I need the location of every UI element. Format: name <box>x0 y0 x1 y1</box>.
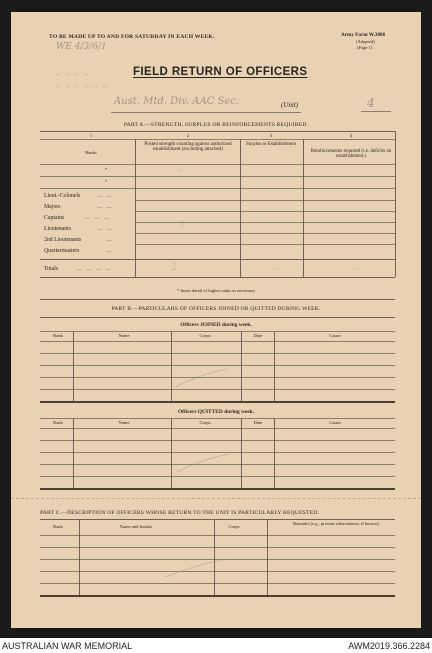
quitted-divider <box>73 418 74 488</box>
col-number-3: 3 <box>269 133 273 138</box>
part-c-heading: PART C.—DESCRIPTION OF OFFICERS WHOSE RETURN TO THE UNIT IS PARTICULARLY REQUESTED. <box>40 510 320 516</box>
faint-pencil-dash: — <box>353 264 361 273</box>
handwritten-unit: Aust. Mtd. Div. AAC Sec. <box>114 96 240 107</box>
joined-col-date: Date <box>253 333 263 338</box>
col-number-1: 1 <box>89 133 93 138</box>
part-a-bottom-rule <box>40 277 395 278</box>
quitted-bottom-rule <box>40 488 395 490</box>
part-c-divider <box>79 519 80 595</box>
faint-pencil-mark-2: ~ ~ ~ ~ ~ ~ <box>55 82 108 91</box>
quitted-title-rule <box>40 418 395 419</box>
joined-divider <box>274 331 275 401</box>
col-divider-2 <box>240 139 241 277</box>
form-page: (Page 1) <box>357 45 373 50</box>
instruction-text: TO BE MADE UP TO AND FOR SATURDAY IN EACH WEEK. <box>49 34 215 40</box>
part-a-top-rule <box>40 131 395 132</box>
quitted-divider <box>171 418 172 488</box>
part-b-top-rule <box>40 299 395 300</box>
part-c-col-corps: Corps <box>228 524 240 529</box>
faint-pencil-mark-3: ~ <box>176 166 183 175</box>
faint-pencil-total: 2 <box>171 262 178 273</box>
joined-col-rank: Rank <box>53 333 63 338</box>
joined-divider <box>241 331 242 401</box>
col-divider-3 <box>303 139 304 277</box>
rank-lieutenants: Lieutenants <box>44 226 72 232</box>
unit-label: (Unit) <box>281 101 299 109</box>
number-line <box>361 111 391 112</box>
col-number-4: 4 <box>349 133 353 138</box>
leader-dots: — — <box>97 226 114 231</box>
quitted-col-name: Name <box>118 420 130 425</box>
col-header-posted: Posted strength counting against authorized establishment (excluding attached) <box>144 142 232 153</box>
archive-name: AUSTRALIAN WAR MEMORIAL <box>2 641 133 651</box>
archive-accession-number: AWM2019.366.2284 <box>348 641 430 651</box>
row-rule <box>40 176 395 177</box>
form-title: FIELD RETURN OF OFFICERS <box>133 66 308 78</box>
handwritten-number: 4 <box>367 96 375 110</box>
leader-dots: — <box>107 237 112 242</box>
archive-footer <box>0 638 432 653</box>
quitted-col-corps: Corps <box>199 420 211 425</box>
joined-title-rule <box>40 331 395 332</box>
col-number-2: 2 <box>186 133 190 138</box>
quitted-divider <box>274 418 275 488</box>
part-c-row-rule <box>40 535 395 536</box>
quitted-row-rule <box>40 440 395 441</box>
rank-captains: Captains <box>44 215 65 221</box>
form-sheet <box>11 12 421 628</box>
joined-row-rule <box>40 389 395 390</box>
col-header-ranks: Ranks <box>85 150 97 155</box>
part-b-heading: PART B.—PARTICULARS OF OFFICERS JOINED OR QUITTED DURING WEEK. <box>111 306 321 312</box>
col-header-surplus: Surplus to Establishment <box>246 142 296 147</box>
part-c-top-rule <box>40 519 395 520</box>
unit-line <box>111 112 301 113</box>
rank-quartermasters: Quartermasters <box>44 248 80 254</box>
joined-row-rule <box>40 341 395 342</box>
quitted-title: Officers QUITTED during week. <box>177 409 255 415</box>
quitted-col-cause: Cause <box>329 420 341 425</box>
quitted-divider <box>241 418 242 488</box>
asterisk-row-1: * <box>105 167 108 172</box>
form-adapted: (Adapted) <box>356 39 375 44</box>
col-header-reinforcements: Reinforcements required (i.e. deficits on establishment.) <box>310 149 392 160</box>
totals-top-rule <box>40 259 395 260</box>
quitted-row-rule <box>40 476 395 477</box>
pencil-strike-part-c <box>161 557 231 579</box>
joined-col-name: Name <box>118 333 130 338</box>
faint-pencil-mark-1: ~ ~ ~ ~ <box>55 70 90 79</box>
part-c-row-rule <box>40 547 395 548</box>
faint-pencil-dash: — <box>273 264 281 273</box>
joined-col-corps: Corps <box>199 333 211 338</box>
rank-lieut-colonels: Lieut.-Colonels <box>44 193 81 199</box>
header-bottom-rule <box>40 164 395 165</box>
col-divider-1 <box>135 139 136 277</box>
leader-dots: — <box>107 248 112 253</box>
row-rule <box>135 200 395 201</box>
pencil-strike-quitted <box>173 452 233 474</box>
col-number-rule <box>40 139 395 140</box>
quitted-row-rule <box>40 428 395 429</box>
rank-majors: Majors <box>44 204 61 210</box>
quitted-col-rank: Rank <box>53 420 63 425</box>
leader-dots: — — <box>97 193 114 198</box>
asterisk-row-2: * <box>105 179 108 184</box>
row-rule <box>135 233 395 234</box>
rank-2nd-lieutenants: 2nd Lieutenants <box>44 237 82 243</box>
row-rule <box>135 244 395 245</box>
col-divider-right <box>395 131 396 277</box>
joined-divider <box>171 331 172 401</box>
part-c-col-rank: Rank <box>53 524 63 529</box>
part-a-heading: PART A.—STRENGTH, SURPLUS OR REINFORCEMENTS REQUIRED. <box>123 122 309 128</box>
leader-dots: — — — <box>85 215 112 220</box>
joined-title: Officers JOINED during week. <box>180 322 252 328</box>
joined-divider <box>73 331 74 401</box>
row-rule <box>135 222 395 223</box>
faint-pencil-mark-4: 3 <box>179 220 185 230</box>
totals-label: Totals <box>44 266 59 272</box>
joined-bottom-rule <box>40 401 395 403</box>
leader-dots: — — <box>97 204 114 209</box>
form-number: Army Form W.3086 <box>341 32 386 38</box>
part-c-col-remarks: Remarks (e.g., present whereabouts, if known) <box>293 521 379 526</box>
handwritten-ref: WE 4/3/6/1 <box>56 42 107 52</box>
part-c-col-name: Name and Initials <box>119 524 153 529</box>
joined-row-rule <box>40 365 395 366</box>
row-rule <box>135 211 395 212</box>
part-c-divider <box>267 519 268 595</box>
joined-row-rule <box>40 353 395 354</box>
footnote: * Insert detail of higher ranks as necessary <box>176 288 256 293</box>
part-b-heading-rule <box>40 317 395 318</box>
leader-dots: — — — — <box>77 266 113 271</box>
quitted-col-date: Date <box>253 420 263 425</box>
part-c-row-rule <box>40 583 395 584</box>
row-rule <box>40 188 395 189</box>
part-c-bottom-rule <box>40 595 395 597</box>
pencil-strike-joined <box>171 367 231 389</box>
joined-col-cause: Cause <box>329 333 341 338</box>
